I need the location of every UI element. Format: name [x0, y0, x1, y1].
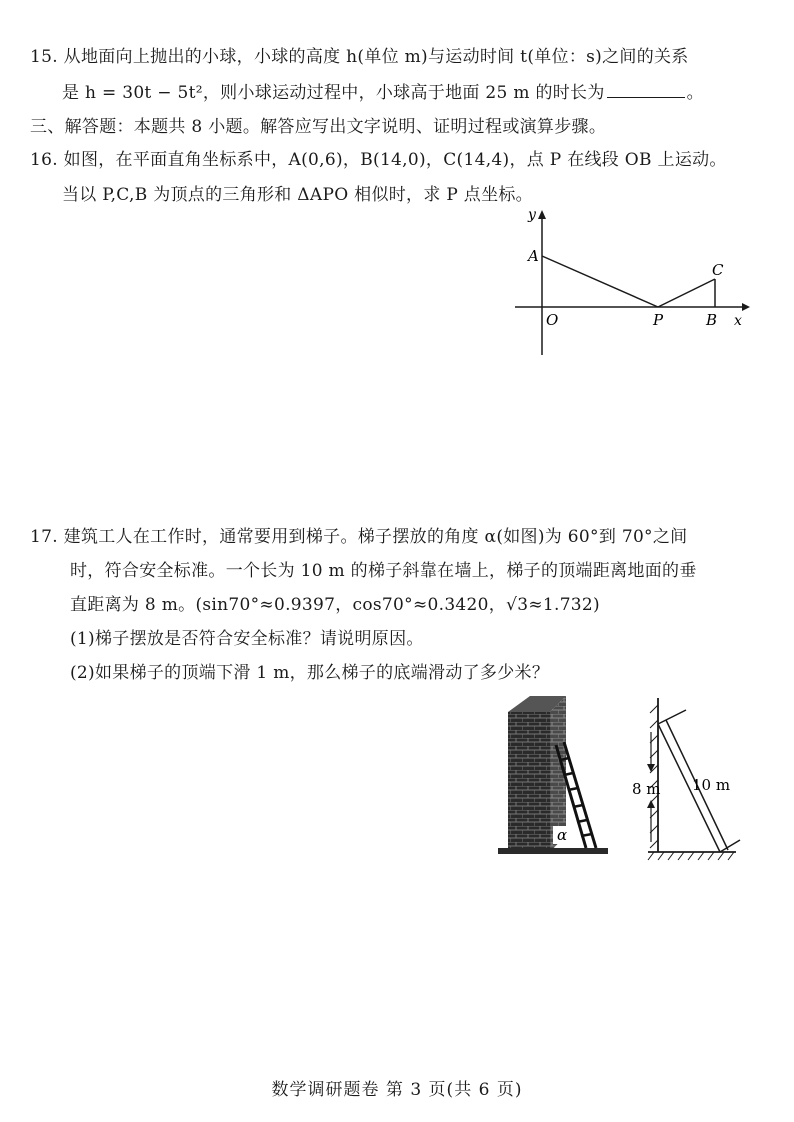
y-axis-arrow	[538, 210, 546, 219]
label-C: C	[712, 261, 724, 279]
ladder-length-label: 10 m	[692, 776, 731, 794]
q17-line1: 17. 建筑工人在工作时，通常要用到梯子。梯子摆放的角度 α(如图)为 60°到 70°之间	[30, 527, 688, 547]
q16-line2: 当以 P,C,B 为顶点的三角形和 ΔAPO 相似时，求 P 点坐标。	[62, 185, 533, 205]
ladder-schematic	[628, 690, 748, 865]
segment-PC	[658, 279, 715, 307]
ground-strip	[498, 848, 608, 854]
wall-front	[508, 712, 550, 852]
q17-line3: 直距离为 8 m。(sin70°≈0.9397，cos70°≈0.3420，√3≈1.732)	[70, 595, 600, 615]
ladder-top-cap	[658, 710, 686, 724]
label-A: A	[528, 247, 539, 265]
brick-wall-illustration	[498, 690, 618, 860]
q16-line1: 16. 如图，在平面直角坐标系中，A(0,6)，B(14,0)，C(14,4)，点 P 在线段 OB 上运动。	[30, 150, 727, 170]
segment-AP	[542, 256, 658, 307]
coordinate-figure	[510, 205, 760, 360]
q15-line2-text: 是 h = 30t − 5t²，则小球运动过程中，小球高于地面 25 m 的时长为	[62, 83, 605, 103]
answer-blank	[607, 83, 685, 98]
height-arrowhead-bottom	[647, 800, 655, 808]
label-y: y	[528, 207, 536, 223]
section-heading: 三、解答题：本题共 8 小题。解答应写出文字说明、证明过程或演算步骤。	[30, 117, 607, 137]
height-label: 8 m	[632, 780, 661, 798]
alpha-label: α	[557, 826, 568, 844]
q17-part2: (2)如果梯子的顶端下滑 1 m，那么梯子的底端滑动了多少米？	[70, 663, 550, 683]
q15-line2-end: 。	[686, 83, 704, 103]
x-axis-arrow	[742, 303, 750, 311]
height-arrowhead-top	[647, 764, 655, 772]
q17-line2: 时，符合安全标准。一个长为 10 m 的梯子斜靠在墙上，梯子的顶端距离地面的垂	[70, 561, 697, 581]
label-B: B	[706, 311, 718, 329]
ladder-bottom-cap	[720, 840, 740, 852]
q17-part1: (1)梯子摆放是否符合安全标准？请说明原因。	[70, 629, 424, 649]
label-P: P	[653, 311, 664, 329]
label-x: x	[734, 313, 742, 329]
page-footer: 数学调研题卷 第 3 页(共 6 页)	[271, 1080, 523, 1100]
q15-line2	[62, 78, 704, 103]
q15-line1: 15. 从地面向上抛出的小球，小球的高度 h(单位 m)与运动时间 t(单位：s)之间的关系	[30, 47, 689, 67]
label-O: O	[546, 311, 559, 329]
